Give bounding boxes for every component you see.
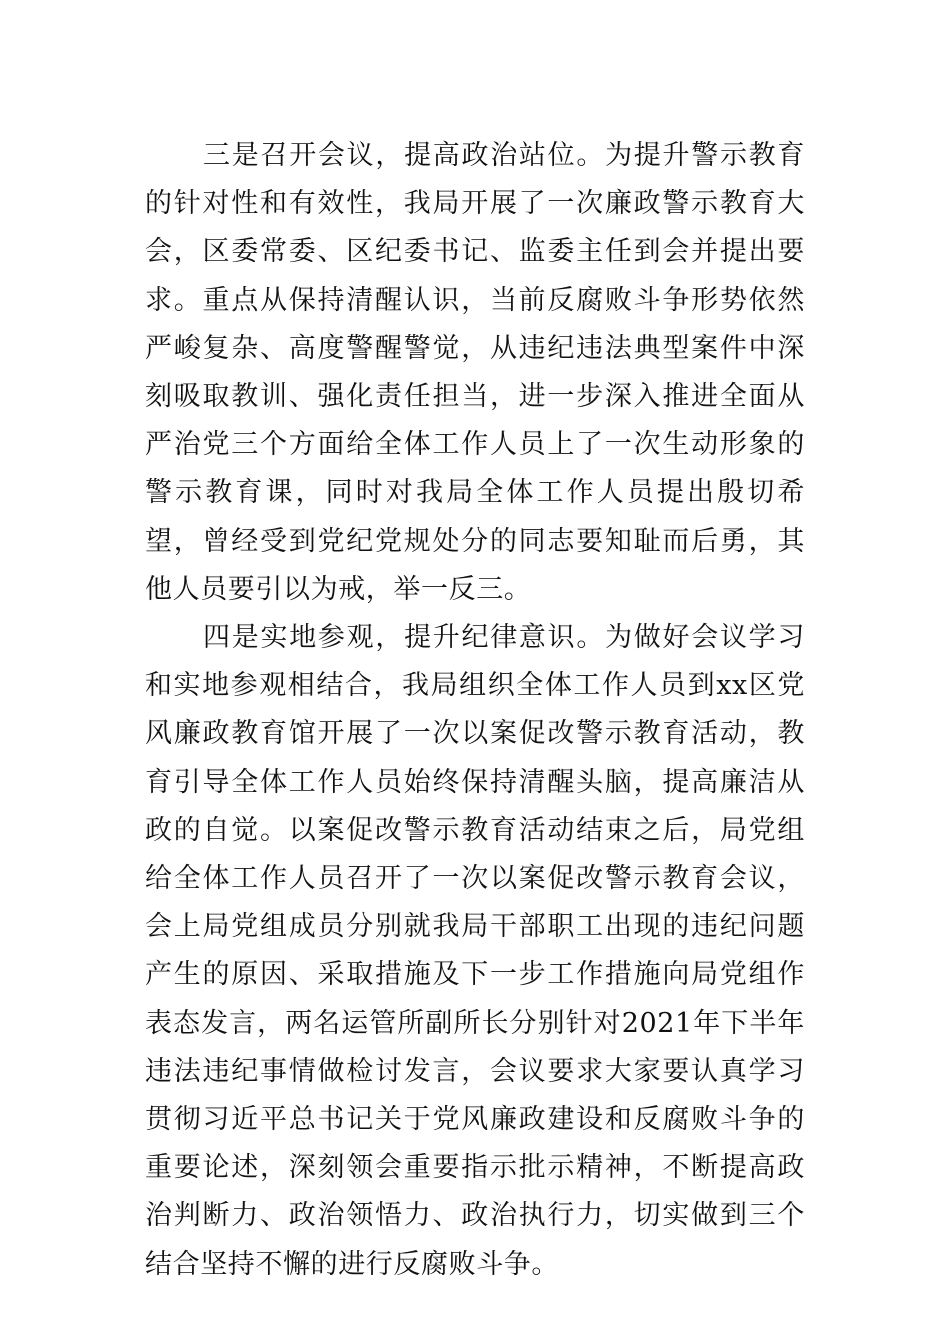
document-body bbox=[145, 132, 805, 1289]
paragraph-site-visit: 四是实地参观，提升纪律意识。为做好会议学习和实地参观相结合，我局组织全体工作人员到xx区党风廉政教育馆开展了一次以案促改警示教育活动，教育引导全体工作人员始终保持清醒头脑，提高廉洁从政的自觉。以案促改警示教育活动结束之后，局党组给全体工作人员召开了一次以案促改警示教育会议，会上局党组成员分别就我局干部职工出现的违纪问题产生的原因、采取措施及下一步工作措施向局党组作表态发言，两名运管所副所长分别针对2021年下半年违法违纪事情做检讨发言，会议要求大家要认真学习贯彻习近平总书记关于党风廉政建设和反腐败斗争的重要论述，深刻领会重要指示批示精神，不断提高政治判断力、政治领悟力、政治执行力，切实做到三个结合坚持不懈的进行反腐败斗争。 bbox=[145, 622, 805, 1280]
paragraph-meeting: 三是召开会议，提高政治站位。为提升警示教育的针对性和有效性，我局开展了一次廉政警示教育大会，区委常委、区纪委书记、监委主任到会并提出要求。重点从保持清醒认识，当前反腐败斗争形势依然严峻复杂、高度警醒警觉，从违纪违法典型案件中深刻吸取教训、强化责任担当，进一步深入推进全面从严治党三个方面给全体工作人员上了一次生动形象的警示教育课，同时对我局全体工作人员提出殷切希望，曾经受到党纪党规处分的同志要知耻而后勇，其他人员要引以为戒，举一反三。 bbox=[145, 140, 805, 605]
